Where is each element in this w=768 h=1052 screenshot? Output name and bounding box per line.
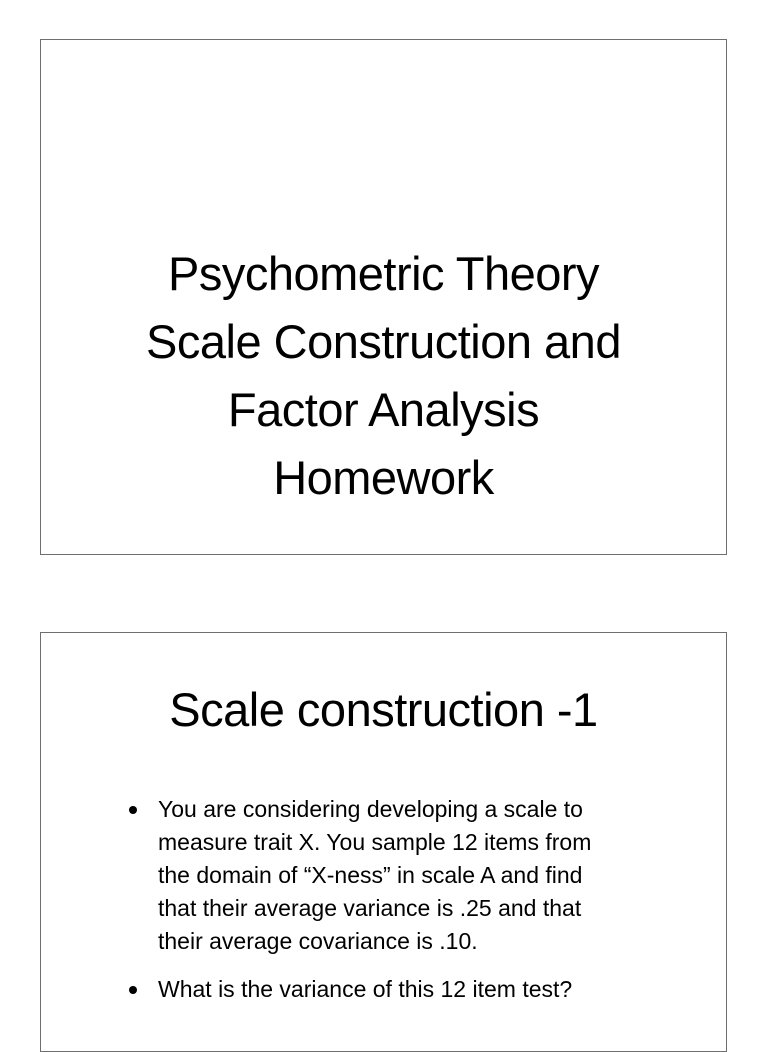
bullet-icon xyxy=(129,806,137,814)
bullet-item xyxy=(129,973,649,1006)
bullet-text-line: You are considering developing a scale to xyxy=(158,796,583,822)
title-line: Psychometric Theory xyxy=(167,247,600,300)
bullet-item xyxy=(129,793,649,958)
slide-2-title: Scale construction -1 xyxy=(169,683,598,736)
bullet-list xyxy=(129,793,649,1006)
title-line: Factor Analysis xyxy=(227,383,540,436)
bullet-text-line: measure trait X. You sample 12 items from xyxy=(158,829,592,855)
bullet-text-line: that their average variance is .25 and that xyxy=(158,895,582,921)
bullet-text-line: the domain of “X-ness” in scale A and find xyxy=(158,862,583,888)
slide-1 xyxy=(40,39,727,555)
title-line: Scale Construction and xyxy=(146,315,621,368)
bullet-text-line: What is the variance of this 12 item test? xyxy=(158,976,573,1002)
slide-1-title xyxy=(41,240,726,512)
title-line: Homework xyxy=(273,451,494,504)
bullet-text-line: their average covariance is .10. xyxy=(158,928,478,954)
bullet-icon xyxy=(129,986,137,994)
slide-2 xyxy=(40,632,727,1052)
